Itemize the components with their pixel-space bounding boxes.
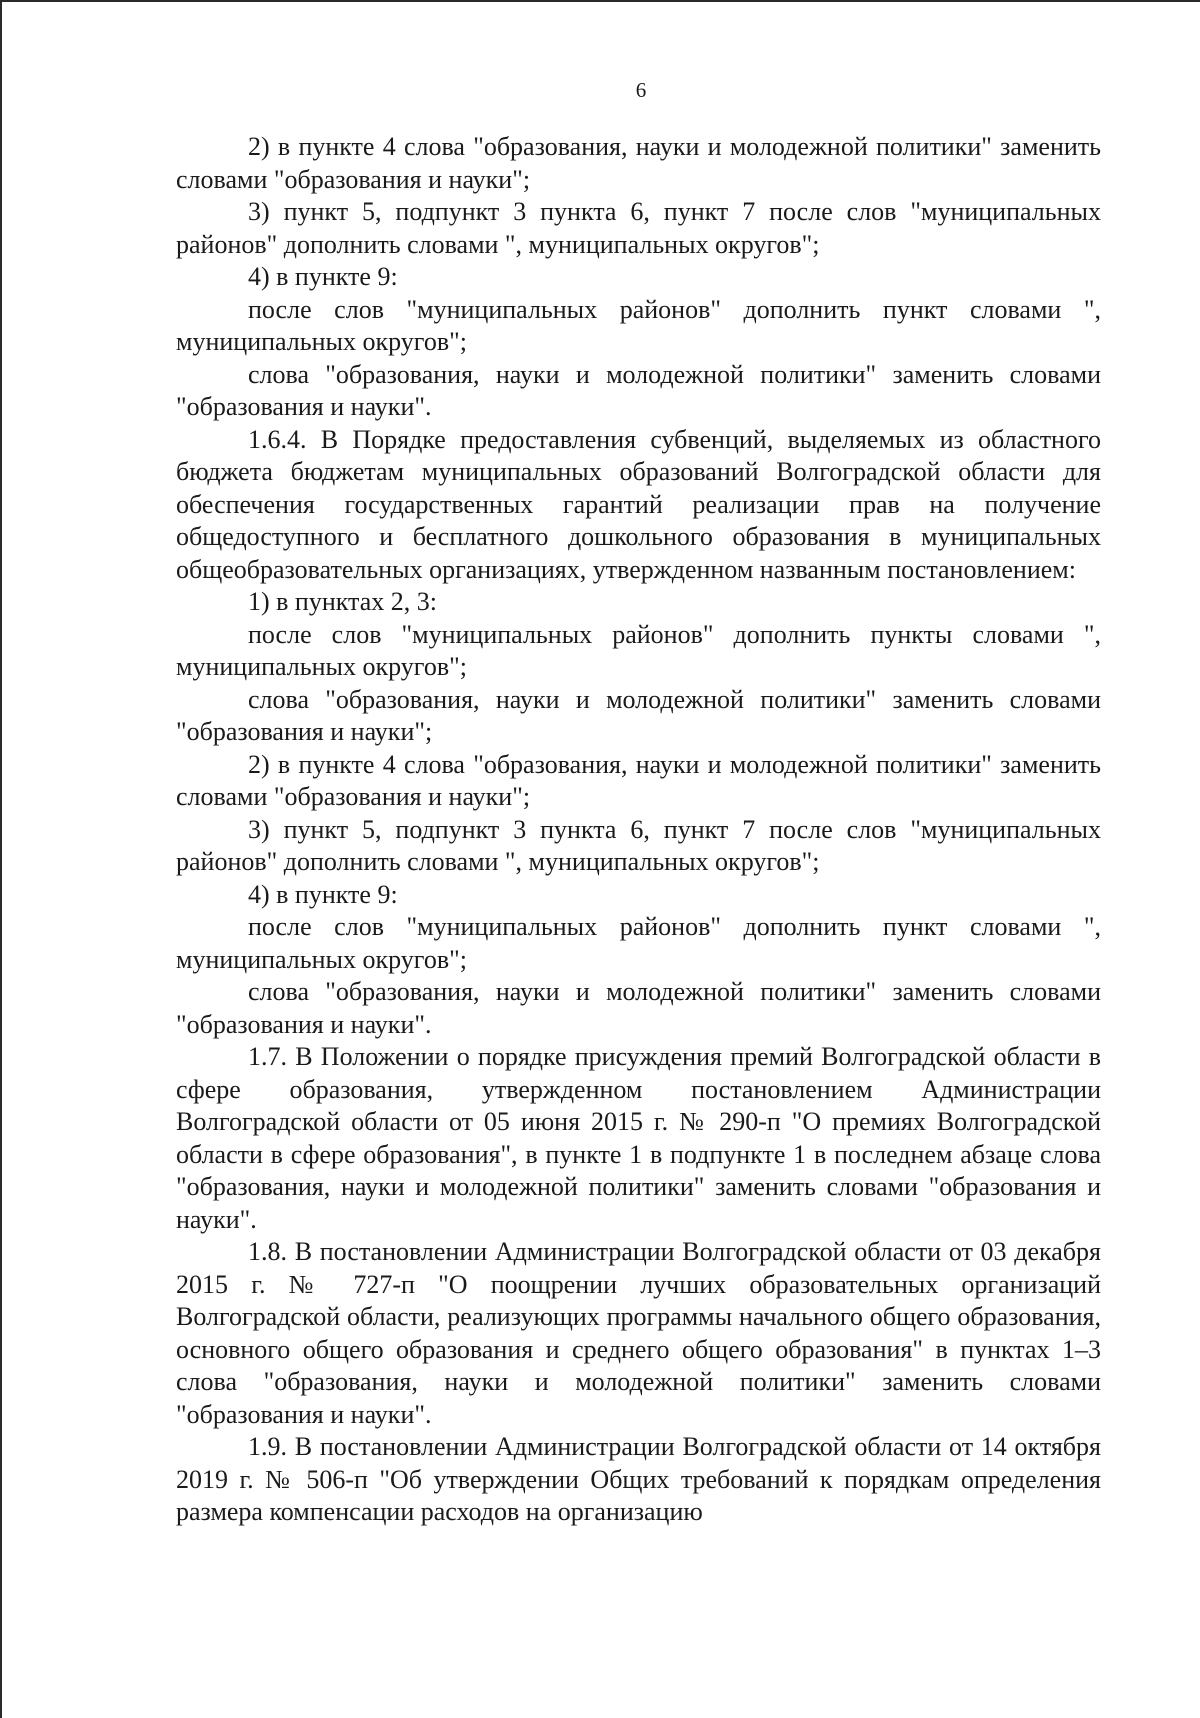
- paragraph-item-4b-replace: слова "образования, науки и молодежной политики" заменить словами "образования и науки".: [176, 977, 1101, 1039]
- paragraph-item-1-insert: после слов "муниципальных районов" дополнить пункты словами ", муниципальных округов";: [176, 619, 1101, 681]
- page-number: 6: [635, 78, 647, 102]
- paragraph-item-3: 3) пункт 5, подпункт 3 пункта 6, пункт 7 после слов "муниципальных районов" дополнить словами ", муниципальных округов";: [176, 197, 1101, 259]
- paragraph-item-3b: 3) пункт 5, подпункт 3 пункта 6, пункт 7 после слов "муниципальных районов" дополнить словами ", муниципальных округов";: [176, 814, 1101, 876]
- paragraph-item-4: 4) в пункте 9:: [248, 262, 398, 291]
- paragraph-1-9: 1.9. В постановлении Администрации Волгоградской области от 14 октября 2019 г. № 506-п "Об утверждении Общих требований к порядкам определения размера компенсации расходов на организацию: [176, 1432, 1101, 1526]
- scan-edge-top: [0, 0, 1200, 2]
- paragraph-item-2: 2) в пункте 4 слова "образования, науки и молодежной политики" заменить словами "образования и науки";: [176, 132, 1101, 194]
- paragraph-item-4b-insert: после слов "муниципальных районов" дополнить пункт словами ", муниципальных округов";: [176, 912, 1101, 974]
- paragraph-item-1-replace: слова "образования, науки и молодежной политики" заменить словами "образования и науки";: [176, 684, 1101, 746]
- paragraph-item-4-replace: слова "образования, науки и молодежной политики" заменить словами "образования и науки".: [176, 359, 1101, 421]
- paragraph-1-8: 1.8. В постановлении Администрации Волгоградской области от 03 декабря 2015 г. № 727-п "О поощрении лучших образовательных организаций Волгоградской области, реализующих программы начального общего образования, основного общего образования и среднего общего образования" в пунктах 1–3 слова "образования, науки и молодежной политики" заменить словами "образования и науки".: [176, 1237, 1101, 1429]
- scan-edge-left: [0, 0, 2, 1718]
- document-body: [176, 131, 1101, 1529]
- paragraph-1-6-4: 1.6.4. В Порядке предоставления субвенций, выделяемых из областного бюджета бюджетам муниципальных образований Волгоградской области для обеспечения государственных гарантий реализации прав на получение общедоступного и бесплатного дошкольного образования в муниципальных общеобразовательных организациях, утвержденном названным постановлением:: [176, 424, 1101, 584]
- paragraph-item-4b: 4) в пункте 9:: [248, 879, 398, 909]
- paragraph-1-7: 1.7. В Положении о порядке присуждения премий Волгоградской области в сфере образования, утвержденном постановлением Администрации Волгоградской области от 05 июня 2015 г. № 290-п "О премиях Волгоградской области в сфере образования", в пункте 1 в подпункте 1 в последнем абзаце слова "образования, науки и молодежной политики" заменить словами "образования и науки".: [176, 1042, 1101, 1234]
- paragraph-item-4-insert: после слов "муниципальных районов" дополнить пункт словами ", муниципальных округов";: [176, 294, 1101, 356]
- paragraph-item-1: 1) в пунктах 2, 3:: [248, 587, 437, 616]
- paragraph-item-2b: 2) в пункте 4 слова "образования, науки и молодежной политики" заменить словами "образования и науки";: [176, 749, 1101, 811]
